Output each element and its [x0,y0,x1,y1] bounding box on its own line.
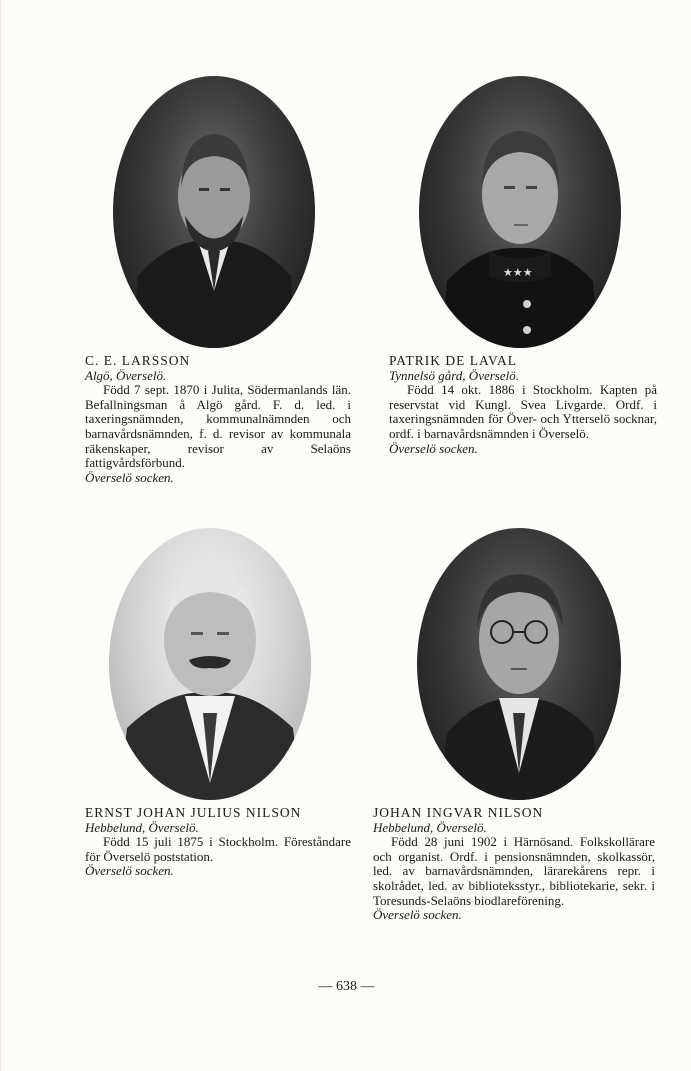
portrait-figure-de-laval [419,76,621,348]
entry-name: JOHAN INGVAR NILSON [373,805,544,820]
entry-place: Hebbelund, Överselö. [85,819,199,835]
entry-parish: Överselö socken. [85,469,174,485]
svg-text:★★★: ★★★ [503,266,533,279]
entry-de-laval [389,354,657,456]
portrait-photo-ingvar-nilson [417,528,621,800]
entry-place: Hebbelund, Överselö. [373,819,487,835]
portrait-photo-ernst-nilson [109,528,311,800]
entry-place: Algö, Överselö. [85,367,167,383]
entry-parish: Överselö socken. [373,907,462,923]
entry-name: PATRIK DE LAVAL [389,353,518,368]
entry-ernst-nilson [85,806,351,879]
portrait-figure-ernst-nilson [109,528,311,800]
entry-parish: Överselö socken. [389,440,478,456]
entry-ingvar-nilson [373,806,655,923]
page-number: — 638 — [318,979,375,994]
portrait-figure-larsson [113,76,315,348]
portrait-figure-ingvar-nilson [417,528,621,800]
entry-name: ERNST JOHAN JULIUS NILSON [85,805,302,820]
portrait-photo-larsson [113,76,315,348]
portrait-photo-de-laval [419,76,621,348]
entry-bio: Född 15 juli 1875 i Stockholm. Föreståndare för Överselö poststation. [85,834,351,864]
entry-larsson [85,354,351,485]
entry-place: Tynnelsö gård, Överselö. [389,367,519,383]
entry-parish: Överselö socken. [85,863,174,879]
entry-bio: Född 28 juni 1902 i Härnösand. Folkskollärare och organist. Ordf. i pensionsnämnden, skolkassör, led. av barnavårdsnämnden, lärarekårens repr. i skolrådet, led. av biblioteksstyr., bibliotekarie, sekr. i Toresunds-Selaöns biodlareförening. [373,834,655,908]
entry-bio: Född 7 sept. 1870 i Julita, Södermanlands län. Befallningsman å Algö gård. F. d. led. i taxeringsnämnden, kommunalnämnden och barnavårdsnämnden, f. d. revisor av kommunala räkenskaper, revisor av Selaöns fattigvårdsförbund. [85,382,351,471]
entry-name: C. E. LARSSON [85,353,191,368]
entry-bio: Född 14 okt. 1886 i Stockholm. Kapten på reservstat vid Kungl. Svea Livgarde. Ordf. i taxeringsnämnden för Över- och Ytterselö socknar, ordf. i barnavårdsnämnden i Överselö. [389,382,657,441]
